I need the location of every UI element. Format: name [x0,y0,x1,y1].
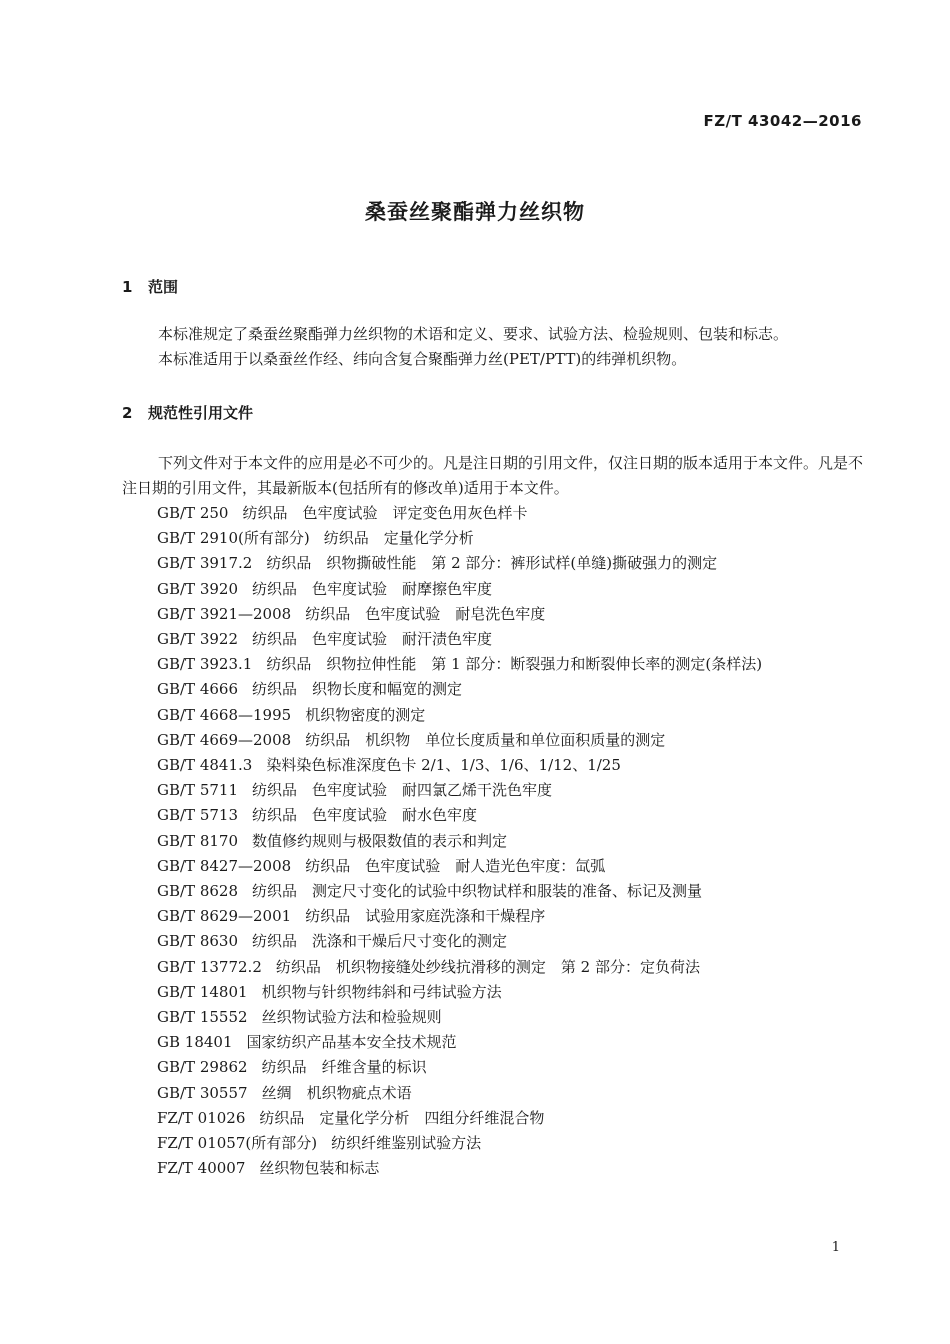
reference-title: 纺织品 定量化学分析 [323,529,474,548]
reference-title: 机织物与针织物纬斜和弓纬试验方法 [261,982,502,1001]
reference-code: GB/T 8630 [157,932,239,951]
reference-title: 纺织品 试验用家庭洗涤和干燥程序 [305,907,546,926]
reference-title: 纺织品 纤维含量的标识 [261,1058,427,1077]
reference-code: GB/T 30557 [157,1083,248,1102]
reference-code: GB/T 250 [157,504,229,522]
reference-title: 纺织品 定量化学分析 四组分纤维混合物 [259,1108,545,1127]
reference-code: GB/T 2910(所有部分) [157,529,310,548]
reference-code: GB/T 15552 [157,1008,248,1027]
page-number: 1 [831,1240,840,1255]
reference-code: GB/T 4666 [157,680,239,699]
reference-item [157,577,877,602]
references-intro-text: 下列文件对于本文件的应用是必不可少的。凡是注日期的引用文件，仅注日期的版本适用于本文件。凡是不注日期的引用文件，其最新版本(包括所有的修改单)适用于本文件。 [122,454,864,497]
reference-title: 纺织品 色牢度试验 耐四氯乙烯干洗色牢度 [252,781,553,800]
reference-item [157,879,877,904]
reference-title: 数值修约规则与极限数值的表示和判定 [252,831,508,850]
section-number: 1 [122,278,133,296]
reference-item [157,803,877,828]
reference-item [157,904,877,929]
section-heading-scope [122,276,178,297]
reference-code: GB/T 29862 [157,1058,248,1077]
reference-title: 纺织品 色牢度试验 评定变色用灰色样卡 [242,504,528,522]
reference-title: 国家纺织产品基本安全技术规范 [246,1033,457,1052]
section-heading-references [122,402,253,423]
reference-code: FZ/T 01026 [157,1108,246,1127]
reference-code: GB/T 3917.2 [157,554,253,573]
reference-item [157,652,877,677]
reference-item [157,526,877,551]
document-title: 桑蚕丝聚酯弹力丝织物 [365,200,585,224]
reference-item [157,728,877,753]
reference-code: GB/T 13772.2 [157,957,262,976]
reference-title: 丝绸 机织物疵点术语 [261,1083,412,1102]
reference-code: GB/T 14801 [157,982,248,1001]
reference-code: GB/T 4668—1995 [157,705,292,724]
section-title: 范围 [148,278,179,296]
standard-number: FZ/T 43042—2016 [703,112,862,130]
reference-title: 纺织品 机织物 单位长度质量和单位面积质量的测定 [305,730,666,749]
reference-item [157,980,877,1005]
reference-title: 纺织品 色牢度试验 耐人造光色牢度：氙弧 [305,856,606,875]
reference-item [157,829,877,854]
reference-item [157,1030,877,1055]
reference-item [157,1131,877,1156]
section-number: 2 [122,404,133,422]
reference-item [157,602,877,627]
reference-code: GB 18401 [157,1033,233,1052]
reference-code: FZ/T 40007 [157,1159,246,1178]
reference-title: 纺织品 色牢度试验 耐水色牢度 [252,806,478,825]
section-title: 规范性引用文件 [148,404,254,422]
reference-code: GB/T 4841.3 [157,756,253,775]
reference-title: 丝织物试验方法和检验规则 [261,1008,442,1027]
reference-item [157,929,877,954]
reference-item [157,753,877,778]
reference-title: 纺织纤维鉴别试验方法 [331,1134,482,1153]
reference-title: 纺织品 织物撕破性能 第 2 部分：裤形试样(单缝)撕破强力的测定 [266,554,718,573]
reference-title: 纺织品 色牢度试验 耐皂洗色牢度 [305,604,546,623]
reference-code: GB/T 3922 [157,630,239,649]
scope-paragraphs [122,322,867,372]
reference-title: 纺织品 洗涤和干燥后尺寸变化的测定 [252,932,508,951]
reference-title: 纺织品 织物拉伸性能 第 1 部分：断裂强力和断裂伸长率的测定(条样法) [266,655,763,674]
reference-item [157,1156,877,1181]
reference-title: 纺织品 机织物接缝处纱线抗滑移的测定 第 2 部分：定负荷法 [275,957,700,976]
reference-code: GB/T 3921—2008 [157,604,292,623]
reference-title: 纺织品 织物长度和幅宽的测定 [252,680,463,699]
reference-code: FZ/T 01057(所有部分) [157,1134,318,1153]
reference-item [157,955,877,980]
reference-title: 机织物密度的测定 [305,705,426,724]
reference-code: GB/T 5713 [157,806,239,825]
reference-title: 纺织品 测定尺寸变化的试验中织物试样和服装的准备、标记及测量 [252,882,703,901]
scope-paragraph: 本标准规定了桑蚕丝聚酯弹力丝织物的术语和定义、要求、试验方法、检验规则、包装和标志。 [158,325,789,343]
reference-code: GB/T 8629—2001 [157,907,292,926]
scope-paragraph: 本标准适用于以桑蚕丝作经、纬向含复合聚酯弹力丝(PET/PTT)的纬弹机织物。 [158,350,687,368]
reference-item [157,703,877,728]
reference-item [157,854,877,879]
reference-code: GB/T 8427—2008 [157,856,292,875]
reference-item [157,1055,877,1080]
reference-code: GB/T 3920 [157,579,239,598]
reference-title: 纺织品 色牢度试验 耐汗渍色牢度 [252,630,493,649]
reference-item [157,778,877,803]
references-intro [122,451,867,501]
reference-title: 丝织物包装和标志 [259,1159,380,1178]
reference-item [157,551,877,576]
reference-item [157,1005,877,1030]
reference-code: GB/T 8628 [157,882,239,901]
reference-item [157,501,877,526]
reference-list [157,501,877,1181]
reference-item [157,677,877,702]
reference-code: GB/T 5711 [157,781,239,800]
reference-code: GB/T 4669—2008 [157,730,292,749]
reference-code: GB/T 8170 [157,831,239,850]
reference-title: 纺织品 色牢度试验 耐摩擦色牢度 [252,579,493,598]
reference-title: 染料染色标准深度色卡 2/1、1/3、1/6、1/12、1/25 [266,756,621,775]
reference-item [157,627,877,652]
reference-item [157,1106,877,1131]
reference-item [157,1081,877,1106]
reference-code: GB/T 3923.1 [157,655,253,674]
